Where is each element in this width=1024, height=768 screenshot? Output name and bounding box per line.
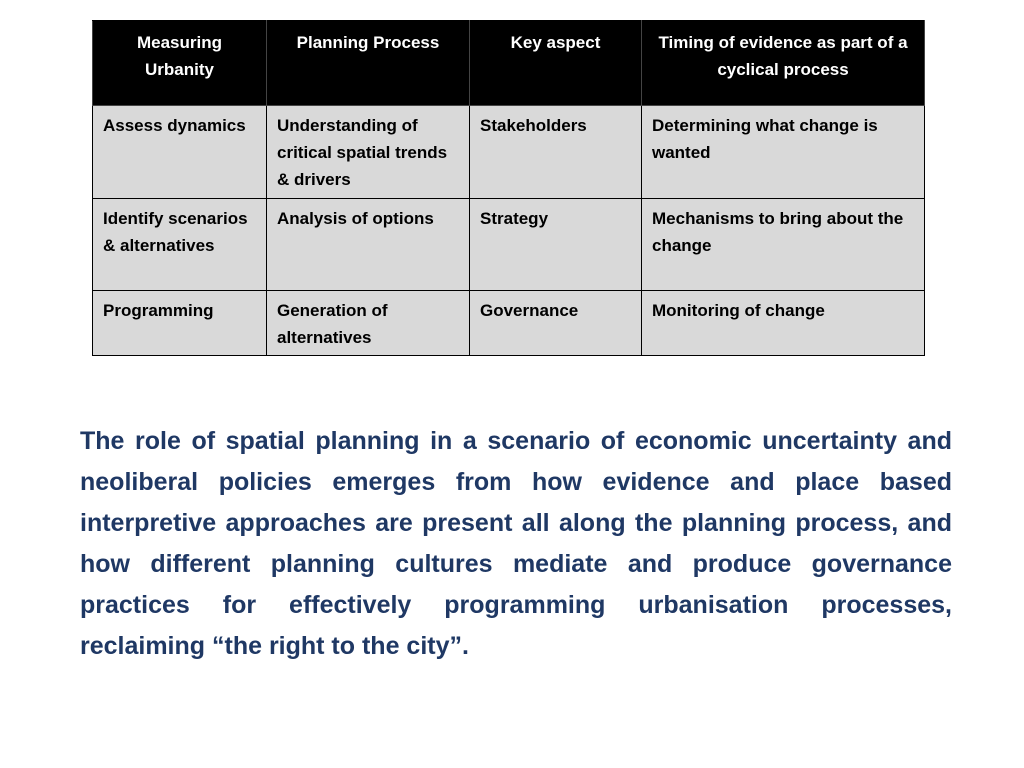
table-cell: Identify scenarios & alternatives bbox=[93, 199, 267, 291]
table-header bbox=[93, 21, 925, 106]
table-cell: Governance bbox=[470, 291, 642, 356]
header-measuring-urbanity: Measuring Urbanity bbox=[93, 21, 267, 106]
table-cell: Assess dynamics bbox=[93, 106, 267, 199]
table-row bbox=[93, 291, 925, 356]
table-row bbox=[93, 106, 925, 199]
table-cell: Analysis of options bbox=[267, 199, 470, 291]
table-cell: Programming bbox=[93, 291, 267, 356]
header-key-aspect: Key aspect bbox=[470, 21, 642, 106]
header-planning-process: Planning Process bbox=[267, 21, 470, 106]
table-cell: Determining what change is wanted bbox=[642, 106, 925, 199]
table-row bbox=[93, 199, 925, 291]
body-paragraph: The role of spatial planning in a scenario of economic uncertainty and neoliberal policies emerges from how evidence and place based interpretive approaches are present all along the planning process, and how different planning cultures mediate and produce governance practices for effectively programming urbanisation processes, reclaiming “the right to the city”. bbox=[80, 427, 952, 660]
table-cell: Generation of alternatives bbox=[267, 291, 470, 356]
table-cell: Mechanisms to bring about the change bbox=[642, 199, 925, 291]
table-cell: Strategy bbox=[470, 199, 642, 291]
table-cell: Monitoring of change bbox=[642, 291, 925, 356]
table-body bbox=[93, 106, 925, 356]
table-cell: Understanding of critical spatial trends & drivers bbox=[267, 106, 470, 199]
table-cell: Stakeholders bbox=[470, 106, 642, 199]
header-timing-of-evidence: Timing of evidence as part of a cyclical process bbox=[642, 21, 925, 106]
header-row bbox=[93, 21, 925, 106]
planning-table bbox=[92, 20, 925, 356]
